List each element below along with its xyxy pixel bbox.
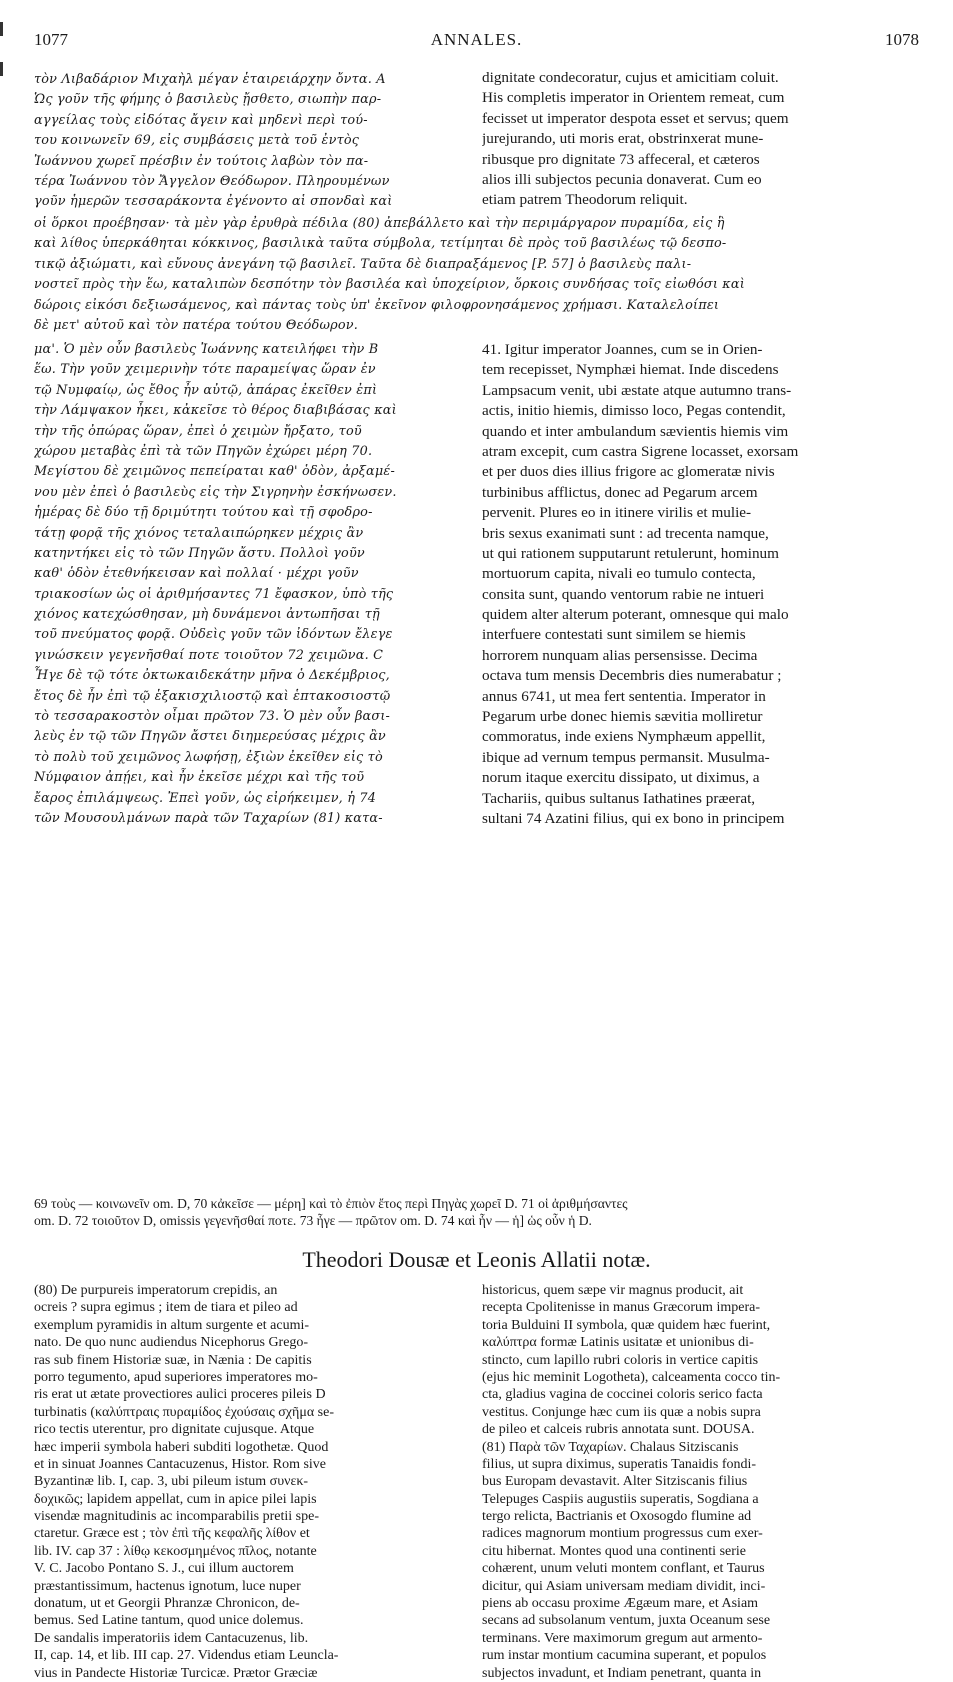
note-line: visendæ magnitudinis ac incomparabilis pretii spe- <box>34 1509 319 1525</box>
greek-wide-block <box>34 214 919 336</box>
latin-line: horrorem nunquam alias persensisse. Decima <box>482 646 758 664</box>
greek-line: καὶ λίθος ὑπερκάθηται κόκκινος, βασιλικὰ ταῦτα σύμβολα, τετίμηται δὲ πρὸς τοῦ βασιλέως τῷ δεσπο- <box>34 236 727 252</box>
greek-line: τὴν Λάμψακον ἦκει, κἀκεῖσε τὸ θέρος διαβιβάσας καὶ <box>34 403 397 419</box>
running-title: ANNALES. <box>430 30 523 49</box>
note-line: (81) Παρὰ τῶν Ταχαρίων. Chalaus Sitziscanis <box>482 1439 739 1455</box>
greek-line: νου μὲν ἐπεὶ ὁ βασιλεὺς εἰς τὴν Σιγρηνὴν ἐσκήνωσεν. <box>34 484 397 500</box>
note-line: V. C. Jacobo Pontano S. J., cui illum auctorem <box>34 1561 294 1577</box>
latin-line: consita sunt, quando ventorum rabie ne intueri <box>482 585 765 603</box>
note-line: terminans. Vere maximorum gregum aut armento- <box>482 1630 763 1646</box>
note-line: radices magnorum montium progressus cum exer- <box>482 1526 763 1542</box>
note-line: nato. De quo nunc audiendus Nicephorus Grego- <box>34 1335 309 1351</box>
critical-apparatus <box>34 1196 919 1230</box>
greek-line: νοστεῖ πρὸς τὴν ἕω, καταλιπὼν δεσπότην τὸν βασιλέα καὶ ὑποχείριον, ὅρκοις συνδήσας τοῖς εἰωθόσι καὶ <box>34 277 745 293</box>
greek-line: τοῦ πνεύματος φορᾷ. Οὐδεὶς γοῦν τῶν ἰδόντων ἔλεγε <box>34 627 393 643</box>
latin-line: tem recepisset, Nymphæi hiemat. Inde discedens <box>482 361 779 379</box>
note-line: exemplum pyramidis in altum surgente et acumi- <box>34 1317 310 1333</box>
greek-line: Ἦγε δὲ τῷ τότε ὀκτωκαιδεκάτην μῆνα ὁ Δεκέμβριος, <box>34 668 390 684</box>
apparatus-line: 69 τοὺς — κοινωνεῖν om. D, 70 κἀκεῖσε — μέρη] καὶ τὸ ἐπιὸν ἔτος περὶ Πηγὰς χωρεῖ D. 71 οἱ ἀριθμήσαντες <box>34 1196 628 1211</box>
binding-mark <box>0 22 3 36</box>
greek-line: τέρα Ἰωάννου τὸν Ἄγγελον Θεόδωρον. Πληρουμένων <box>34 173 390 189</box>
latin-line: alios illi subjectos pecunia donaverat. Cum eo <box>482 170 762 188</box>
latin-line: etiam patrem Theodorum reliquit. <box>482 191 688 209</box>
latin-line: norum itaque exercitu dissipato, ut diximus, a <box>482 769 760 787</box>
greek-line: γοῦν ἡμερῶν τεσσαράκοντα ἐγένοντο αἱ σπονδαὶ καὶ <box>34 194 393 210</box>
latin-column-upper <box>482 68 919 211</box>
latin-line: fecisset ut imperator despota esset et servus; quem <box>482 109 789 127</box>
latin-line: et per duos dies illius frigore ac glomeratæ nivis <box>482 463 775 481</box>
note-line: ras sub finem Historiæ suæ, in Nænia : De capitis <box>34 1352 312 1368</box>
greek-line: τὸ τεσσαρακοστὸν οἶμαι πρῶτον 73. Ὁ μὲν οὖν βασι- <box>34 709 391 725</box>
note-line: cta, gladius vagina de coccinei coloris serico facta <box>482 1387 763 1403</box>
note-line: Byzantinæ lib. I, cap. 3, ubi pileum istum συνεκ- <box>34 1474 309 1490</box>
latin-line: commoratus, inde exiens Nymphæum appellit, <box>482 728 766 746</box>
latin-line: Pegarum urbe donec hiemis sævitia molliretur <box>482 708 763 726</box>
latin-line: interfuere contestati sunt similem se hiemis <box>482 626 746 644</box>
note-line: ocreis ? supra egimus ; item de tiara et pileo ad <box>34 1300 298 1316</box>
greek-line: οἱ ὅρκοι προέβησαν· τὰ μὲν γὰρ ἐρυθρὰ πέδιλα (80) ἀπεβάλλετο καὶ τὴν περιμάργαρον πυραμίδα, εἰς ἣ <box>34 216 725 231</box>
latin-line: atram excepit, cum castra Sigrene locasset, exorsam <box>482 442 799 460</box>
greek-line: τὴν τῆς ὀπώρας ὥραν, ἐπεὶ ὁ χειμὼν ἤρξατο, τοῦ <box>34 423 362 439</box>
latin-line: ribusque pro dignitate 73 affeceral, et cæteros <box>482 150 760 168</box>
binding-mark <box>0 62 3 76</box>
running-header <box>34 30 919 60</box>
latin-line: actis, initio hiemis, dimisso loco, Pegas contendit, <box>482 402 786 420</box>
note-line: historicus, quem sæpe vir magnus producit, ait <box>482 1283 744 1298</box>
note-line: recepta Cpolitenisse in manus Græcorum impera- <box>482 1300 760 1316</box>
latin-line: annus 6741, ut mea fert sententia. Imperator in <box>482 687 766 705</box>
note-line: porro tegumento, apud superiores imperatores mo- <box>34 1369 318 1385</box>
apparatus-line: om. D. 72 τοιοῦτον D, omissis γεγενῆσθαί ποτε. 73 ἦγε — πρῶτον om. D. 74 καὶ ἦν — ἡ] ὡς οὖν ἡ D. <box>34 1212 592 1228</box>
greek-line: ἕω. Τὴν γοῦν χειμερινὴν τότε παραμείψας ὥραν ἐν <box>34 362 376 378</box>
greek-line: Νύμφαιον ἀπῄει, καὶ ἦν ἐκεῖσε μέχρι καὶ τῆς τοῦ <box>34 770 365 786</box>
notes-right-column <box>482 1282 919 1682</box>
note-line: tergo relicta, Bactrianis et Oxosogdo flumine ad <box>482 1509 752 1525</box>
greek-line: χιόνος κατεχώσθησαν, μὴ δυνάμενοι ἀντωπῆσαι τῇ <box>34 607 380 623</box>
latin-line: dignitate condecoratur, cujus et amicitiam coluit. <box>482 69 779 86</box>
greek-line: αγγείλας τοὺς εἰδότας ἄγειν καὶ μηδενὶ περὶ τού- <box>34 112 368 128</box>
note-line: et in sinuat Joannes Cantacuzenus, Histor. Rom sive <box>34 1456 327 1472</box>
notes-title: Theodori Dousæ et Leonis Allatii notæ. <box>302 1247 651 1272</box>
greek-line: καθ' ὁδὸν ἐτεθνήκεισαν καὶ πολλαί · μέχρι γοῦν <box>34 566 359 582</box>
greek-line: χώρου μεταβὰς ἐπὶ τὰ τῶν Πηγῶν ἐχώρει μέρη 70. <box>34 443 373 459</box>
latin-column-lower <box>482 340 919 829</box>
notes-left-column <box>34 1282 454 1682</box>
note-line: (80) De purpureis imperatorum crepidis, an <box>34 1283 278 1298</box>
right-page-number: 1078 <box>885 30 919 49</box>
greek-line: κατηντήκει εἰς τὸ τῶν Πηγῶν ἄστυ. Πολλοὶ γοῦν <box>34 545 365 561</box>
latin-line: ut qui rationem supputarunt retulerunt, hominum <box>482 544 779 562</box>
latin-line: bris sexus exanimati sunt : ad trecenta namque, <box>482 524 769 542</box>
note-line: subjectos invadunt, et Indiam penetrant, quanta in <box>482 1665 762 1681</box>
note-line: II, cap. 14, et lib. III cap. 27. Videndus etiam Leuncla- <box>34 1648 339 1664</box>
latin-line: quando et inter ambulandum sævientis hiemis vim <box>482 422 789 440</box>
greek-line: ἡμέρας δὲ δύο τῇ δριμύτητι τούτου καὶ τῇ σφοδρο- <box>34 505 373 521</box>
greek-line: λεὺς ἐν τῷ τῶν Πηγῶν ἄστει διημερεύσας μέχρις ἂν <box>34 729 386 745</box>
latin-line: ibique ad vernum tempus permansit. Musulma- <box>482 748 770 766</box>
greek-line: γινώσκειν γεγενῆσθαί ποτε τοιοῦτον 72 χειμῶνα. C <box>34 647 384 663</box>
greek-line: τῷ Νυμφαίῳ, ὡς ἔθος ἦν αὐτῷ, ἀπάρας ἐκεῖθεν ἐπὶ <box>34 382 378 398</box>
note-line: de pileo et calceis rubris annotata sunt. DOUSA. <box>482 1422 755 1438</box>
greek-line: ἔαρος ἐπιλάμψεως. Ἐπεὶ γοῦν, ὡς εἰρήκειμεν, ἡ 74 <box>34 790 377 806</box>
note-line: piens ab occasu proxime Ægæum mare, et Asiam <box>482 1596 759 1612</box>
note-line: δοχικῶς; lapidem appellat, cum in apice pilei lapis <box>34 1491 317 1507</box>
note-line: toria Bulduini II symbola, quæ quidem hæc fuerint, <box>482 1317 771 1333</box>
note-line: donatum, ut et Georgii Phranzæ Chronicon, de- <box>34 1596 300 1612</box>
greek-line: τῶν Μουσουλμάνων παρὰ τῶν Ταχαρίων (81) κατα- <box>34 810 383 826</box>
greek-line: μα'. Ὁ μὲν οὖν βασιλεὺς Ἰωάννης κατειλήφει τὴν B <box>34 342 379 357</box>
note-line: vius in Pandecte Historiæ Turcicæ. Prætor Græciæ <box>34 1665 318 1681</box>
note-line: præstantissimum, hactenus ignotum, luce nuper <box>34 1578 301 1594</box>
greek-line: τὸν Λιβαδάριον Μιχαὴλ μέγαν ἑταιρειάρχην ὄντα. A <box>34 72 386 87</box>
note-line: De sandalis imperatoriis idem Cantacuzenus, lib. <box>34 1630 309 1646</box>
note-line: hæc imperii symbola haberi subditi logothetæ. Quod <box>34 1439 329 1455</box>
latin-line: octava tum mensis Decembris dies numerabatur ; <box>482 667 782 685</box>
greek-column-upper <box>34 70 474 213</box>
latin-line: sultani 74 Azatini filius, qui ex bono in principem <box>482 809 785 827</box>
note-line: Telepuges Caspiis augustiis superatis, Sogdiana a <box>482 1491 759 1507</box>
greek-line: τριακοσίων ὡς οἱ ἀριθμήσαντες 71 ἔφασκον, ὑπὸ τῆς <box>34 586 394 602</box>
latin-line: Lampsacum venit, ubi æstate atque autumno trans- <box>482 381 792 399</box>
greek-line: δὲ μετ' αὐτοῦ καὶ τὸν πατέρα τούτου Θεόδωρον. <box>34 317 358 333</box>
note-line: secans ad subsolanum ventum, juxta Oceanum sese <box>482 1613 771 1629</box>
greek-line: τὸ πολὺ τοῦ χειμῶνος λωφήσῃ, ἐξιὼν ἐκεῖθεν εἰς τὸ <box>34 749 383 765</box>
note-line: lib. IV. cap 37 : λίθῳ κεκοσμημένος πῖλος, notante <box>34 1543 317 1559</box>
note-line: filius, ut supra diximus, superatis Tanaidis fondi- <box>482 1456 757 1472</box>
note-line: bemus. Sed Latine tantum, quod unice dolemus. <box>34 1613 304 1629</box>
greek-line: τάτῃ φορᾷ τῆς χιόνος τεταλαιπώρηκεν μέχρις ἂν <box>34 525 364 541</box>
greek-line: ἔτος δὲ ἦν ἐπὶ τῷ ἑξακισχιλιοστῷ καὶ ἑπτακοσιοστῷ <box>34 688 391 704</box>
greek-line: Ἰωάννου χωρεῖ πρέσβιν ἐν τούτοις λαβὼν τὸν πα- <box>34 153 369 169</box>
latin-line: His completis imperator in Orientem remeat, cum <box>482 89 785 107</box>
note-line: bus Europam devastavit. Alter Sitziscanis filius <box>482 1474 748 1490</box>
left-page-number: 1077 <box>34 30 68 49</box>
latin-line: turbinibus afflictus, donec ad Pegarum arcem <box>482 483 758 501</box>
note-line: vestitus. Conjunge hæc cum iis quæ a nobis supra <box>482 1404 761 1420</box>
greek-column-lower <box>34 340 474 829</box>
greek-line: τικῷ ἀξιώματι, καὶ εὔνους ἀνεγάνη τῷ βασιλεῖ. Ταῦτα δὲ διαπραξάμενος [P. 57] ὁ βασιλεὺς παλι- <box>34 256 692 272</box>
note-line: rum instar montium cacumina superant, et populos <box>482 1648 767 1664</box>
greek-line: του κοινωνεῖν 69, εἰς συμβάσεις μετὰ τοῦ ἐντὸς <box>34 133 360 149</box>
note-line: dicitur, qui Asiam universam mediam dividit, inci- <box>482 1578 766 1594</box>
note-line: καλύπτρα formæ Latinis usitatæ et unionibus di- <box>482 1335 754 1351</box>
greek-line: Ὡς γοῦν τῆς φήμης ὁ βασιλεὺς ᾔσθετο, σιωπὴν παρ- <box>34 92 382 108</box>
latin-line: pervenit. Plures eo in itinere virilis et mulie- <box>482 504 752 522</box>
latin-line: quidem alter alterum poterant, omnesque qui malo <box>482 606 789 624</box>
latin-line: jurejurando, uti moris erat, obstrinxerat mune- <box>482 130 764 148</box>
note-line: ctaretur. Græce est ; τὸν ἐπὶ τῆς κεφαλῆς λίθον et <box>34 1526 310 1542</box>
latin-line: Tachariis, quibus sultanus Iathatines præerat, <box>482 789 756 807</box>
latin-line: mortuorum capita, nivali eo tumulo contecta, <box>482 565 756 583</box>
note-line: rico tectis uterentur, pro dignitate cujusque. Atque <box>34 1422 315 1438</box>
note-line: (ejus hic meminit Logotheta), calceamenta cocco tin- <box>482 1369 781 1385</box>
greek-line: δώροις εἰκόσι δεξιωσάμενος, καὶ πάντας τοὺς ὑπ' ἐκεῖνον φιλοφρονησάμενος χρήμασι. Καταλελοίπει <box>34 297 720 313</box>
latin-line: 41. Igitur imperator Joannes, cum se in Orien- <box>482 341 763 358</box>
greek-line: Μεγίστου δὲ χειμῶνος πεπείραται καθ' ὁδὸν, ἀρξαμέ- <box>34 464 396 480</box>
note-line: stincto, cum lapillo rubri coloris in vertice capitis <box>482 1352 759 1368</box>
note-line: citu hibernat. Montes quod una continenti serie <box>482 1543 746 1559</box>
note-line: cohærent, unum veluti montem conflant, et Taurus <box>482 1561 765 1577</box>
note-line: turbinatis (καλύπτραις πυραμίδος ἐχούσαις σχῆμα se- <box>34 1404 334 1420</box>
note-line: ris erat ut ætate provectiores aulici proceres pileis D <box>34 1387 326 1403</box>
